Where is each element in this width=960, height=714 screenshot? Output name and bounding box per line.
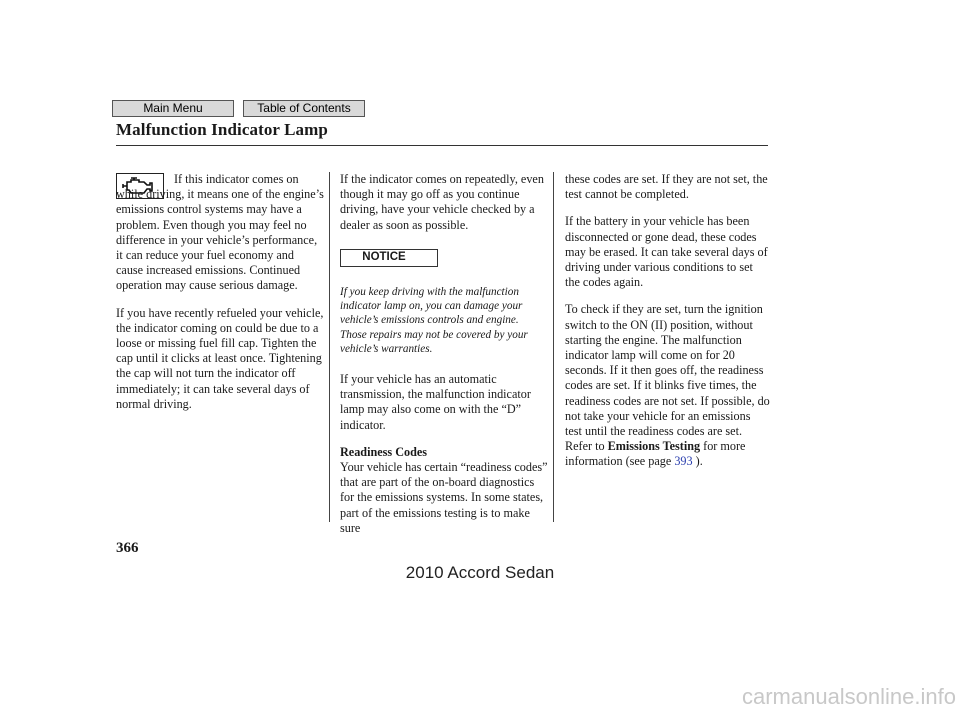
notice-badge [340,249,438,267]
paragraph-text: ). [692,454,703,469]
title-divider [116,145,768,146]
emissions-testing-reference: Emissions Testing [607,439,701,454]
main-menu-button[interactable]: Main Menu [112,100,234,117]
paragraph-text: for more information (see page [565,439,746,469]
column-divider [553,172,554,522]
page-link[interactable]: 393 [674,454,693,469]
paragraph: Your vehicle has certain “readiness codes” that are part of the on-board diagnostics for the emissions systems. In some states, part of the emissions testing is to make sure [340,460,548,535]
paragraph: If the indicator comes on repeatedly, even though it may go off as you continue driving, have your vehicle checked by a dealer as soon as possible. [340,172,544,232]
paragraph-text: To check if they are set, turn the ignition switch to the ON (II) position, without starting the engine. The malfunction indicator lamp will come on for 20 seconds. If it then goes off, the readiness codes are set. If it blinks five times, the readiness codes are not set. If possible, do not take your vehicle for an emissions test until the readiness codes are set. Refer to [565,302,770,454]
column-2 [340,172,548,548]
column-divider [329,172,330,522]
paragraph [565,302,770,469]
notice-text: If you keep driving with the malfunction indicator lamp on, you can damage your vehicle’s emissions controls and engine. Those repairs may not be covered by your vehicle’s warranties. [340,286,528,355]
table-of-contents-button[interactable]: Table of Contents [243,100,365,117]
column-1 [116,172,324,424]
paragraph: If you have recently refueled your vehicle, the indicator coming on could be due to a loose or missing fuel fill cap. Tighten the cap until it clicks at least once. Tightening the cap will not turn the indicator off immediately; it can take several days of normal driving. [116,305,324,411]
paragraph: these codes are set. If they are not set, the test cannot be completed. [565,172,768,202]
column-3 [565,172,770,482]
paragraph: If this indicator comes on while driving, it means one of the engine’s emissions control systems may have a problem. Even though you may feel no difference in your vehicle’s performance, it can reduce your fuel economy and cause increased emissions. Continued operation may cause serious damage. [116,172,324,293]
footer-model-name: 2010 Accord Sedan [405,563,555,582]
paragraph: If your vehicle has an automatic transmission, the malfunction indicator lamp may also come on with the “D” indicator. [340,372,531,432]
page-number: 366 [116,540,139,556]
page-title: Malfunction Indicator Lamp [116,120,328,139]
subheading: Readiness Codes [340,444,428,459]
paragraph: If the battery in your vehicle has been disconnected or gone dead, these codes may be erased. It can take several days of driving under various conditions to set the codes again. [565,214,768,290]
notice-label: NOTICE [345,250,423,266]
watermark: carmanualsonline.info [741,684,956,709]
